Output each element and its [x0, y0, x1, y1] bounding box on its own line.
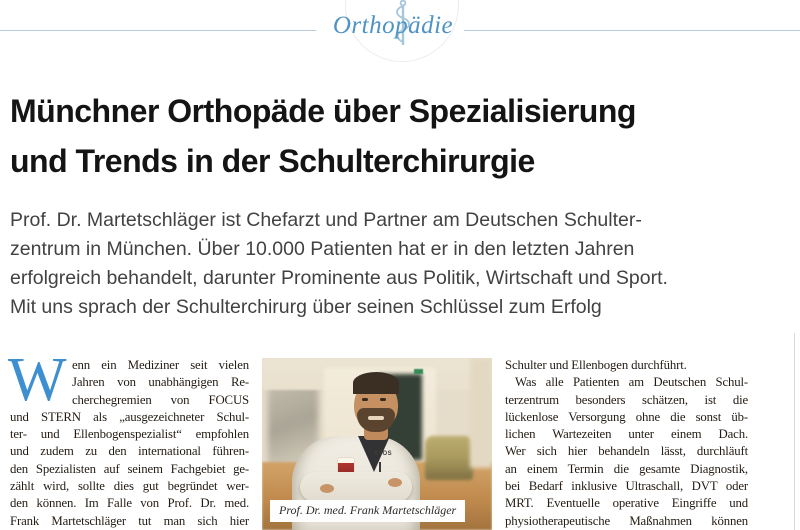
section-label: Orthopädie — [332, 12, 454, 39]
headline-line-2: und Trends in der Schulterchirurgie — [10, 143, 535, 179]
text-line: ter- und Ellenbogenspezialist“ empfohlen — [10, 427, 249, 442]
article-lede — [10, 206, 668, 322]
article-column-left — [10, 357, 249, 530]
text-line: Wer sich hier behandeln lässt, durchläuft — [505, 444, 748, 459]
photo-coat-logo: ATOS — [374, 451, 393, 457]
text-line: an einem Termin die gesamte Diagnostik, — [505, 461, 748, 476]
text-line: zählt wird, sollte dies gut begründet wer- — [10, 479, 249, 494]
text-line: enn ein Mediziner seit vielen — [72, 358, 249, 372]
text-line: physiotherapeutische Maßnahmen können — [505, 513, 748, 528]
text-line: und STERN als „ausgezeichneter Schul- — [10, 409, 249, 424]
text-line: erfolgreich behandelt, darunter Prominente aus Politik, Wirtschaft und Sport. — [10, 267, 668, 289]
drop-cap: W — [8, 346, 67, 414]
text-line: zentrum in München. Über 10.000 Patienten hat er in den letzten Jahren — [10, 238, 635, 260]
text-line: den Spezialisten auf seinem Fachgebiet ge- — [10, 461, 249, 476]
text-line: und zudem zu den international führen- — [10, 444, 249, 459]
text-line: terzentrum besonders schätzen, ist die — [505, 392, 748, 407]
article-column-right — [505, 357, 748, 530]
text-line: lückenlose Versorgung ohne die sonst üb- — [505, 409, 748, 424]
text-line: Frank Martetschläger tut man sich hier — [10, 513, 249, 528]
text-line: Prof. Dr. Martetschläger ist Chefarzt und Partner am Deutschen Schulter- — [10, 209, 642, 231]
text-line: Schulter und Ellenbogen durchführt. — [505, 358, 687, 372]
page-edge-line — [794, 333, 795, 530]
header-rule-left — [0, 30, 316, 31]
text-line: lichen Wartezeiten unter einem Dach. — [505, 427, 748, 442]
text-line: Mit uns sprach der Schulterchirurg über seinen Schlüssel zum Erfolg — [10, 296, 602, 318]
text-line: den können. Im Falle von Prof. Dr. med. — [10, 496, 249, 511]
text-line: MRT. Eventuelle operative Eingriffe und — [505, 496, 748, 511]
article-headline — [10, 86, 636, 186]
photo-caption: Prof. Dr. med. Frank Martetschläger — [270, 500, 465, 522]
text-line: cherchegremien von FOCUS — [72, 392, 249, 407]
text-line: bei Bedarf inklusive Ultraschall, DVT oder — [505, 479, 748, 494]
headline-line-1: Münchner Orthopäde über Spezialisierung — [10, 93, 636, 129]
text-line: Jahren von unabhängigen Re- — [72, 375, 249, 390]
text-line: Was alle Patienten am Deutschen Schul- — [515, 375, 748, 390]
header-rule-right — [464, 30, 800, 31]
doctor-photo — [262, 358, 492, 530]
